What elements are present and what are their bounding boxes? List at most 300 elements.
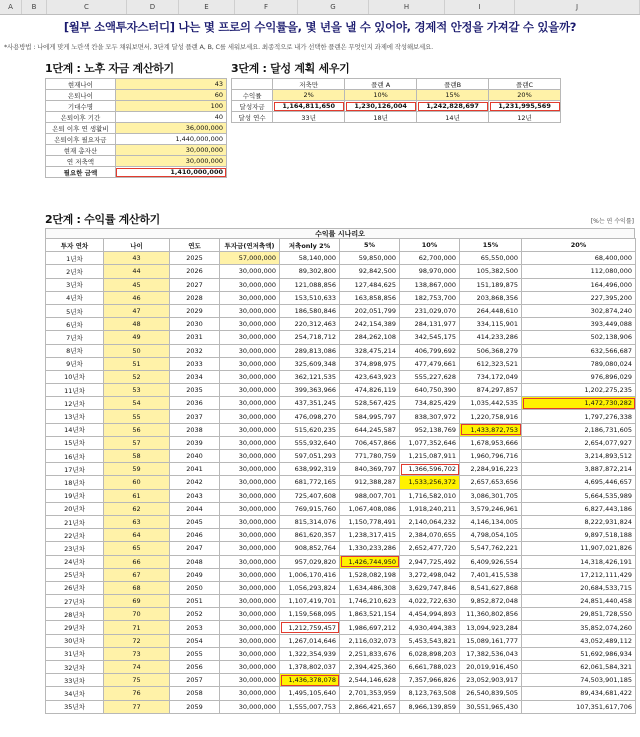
scenario-cell: 2053 xyxy=(170,621,220,634)
scenario-cell: 1,220,758,916 xyxy=(460,410,522,423)
scenario-cell: 838,307,972 xyxy=(400,410,460,423)
scenario-cell: 15,089,161,777 xyxy=(460,634,522,647)
scenario-cell: 2051 xyxy=(170,595,220,608)
scenario-cell: 957,029,820 xyxy=(280,555,340,568)
scenario-cell: 1년차 xyxy=(46,252,104,265)
scenario-row xyxy=(46,608,636,621)
scenario-cell: 24년차 xyxy=(46,555,104,568)
scenario-cell: 58 xyxy=(104,450,170,463)
scenario-cell: 302,874,240 xyxy=(522,304,636,317)
scenario-cell: 706,457,866 xyxy=(340,436,400,449)
scenario-cell: 1,077,352,646 xyxy=(400,436,460,449)
unit-note: [%는 연 수익률] xyxy=(590,218,634,225)
scenario-cell: 6,827,443,186 xyxy=(522,502,636,515)
scenario-cell: 2,251,833,676 xyxy=(340,647,400,660)
scenario-cell: 2028 xyxy=(170,291,220,304)
scenario-cell: 64 xyxy=(104,529,170,542)
scenario-cell: 725,407,608 xyxy=(280,489,340,502)
scenario-cell: 1,678,953,666 xyxy=(460,436,522,449)
scenario-cell: 77 xyxy=(104,700,170,713)
scenario-cell: 393,449,088 xyxy=(522,318,636,331)
scenario-cell: 584,995,797 xyxy=(340,410,400,423)
scenario-cell: 30,000,000 xyxy=(220,370,280,383)
scenario-cell: 908,852,764 xyxy=(280,542,340,555)
scenario-column-header: 연도 xyxy=(170,239,220,252)
scenario-cell: 7년차 xyxy=(46,331,104,344)
scenario-cell: 2057 xyxy=(170,674,220,687)
column-header-j[interactable]: J xyxy=(515,0,640,14)
scenario-cell: 254,718,712 xyxy=(280,331,340,344)
scenario-cell: 2047 xyxy=(170,542,220,555)
scenario-row xyxy=(46,502,636,515)
scenario-cell: 4,022,722,630 xyxy=(400,595,460,608)
scenario-cell: 681,772,165 xyxy=(280,476,340,489)
scenario-cell: 17,212,111,429 xyxy=(522,568,636,581)
scenario-cell: 2038 xyxy=(170,423,220,436)
scenario-cell: 640,750,390 xyxy=(400,384,460,397)
scenario-cell: 423,643,923 xyxy=(340,370,400,383)
scenario-cell: 32년차 xyxy=(46,661,104,674)
scenario-cell: 30,000,000 xyxy=(220,489,280,502)
scenario-cell: 30,000,000 xyxy=(220,291,280,304)
scenario-row xyxy=(46,331,636,344)
scenario-cell: 1,212,759,457 xyxy=(280,621,340,634)
scenario-row xyxy=(46,687,636,700)
scenario-cell: 30,000,000 xyxy=(220,621,280,634)
scenario-cell: 13,094,923,284 xyxy=(460,621,522,634)
column-header-b[interactable]: B xyxy=(22,0,47,14)
scenario-cell: 45 xyxy=(104,278,170,291)
scenario-cell: 11,907,021,826 xyxy=(522,542,636,555)
scenario-cell: 3,629,747,846 xyxy=(400,581,460,594)
scenario-cell: 374,898,975 xyxy=(340,357,400,370)
scenario-cell: 4,146,134,005 xyxy=(460,515,522,528)
scenario-cell: 325,609,348 xyxy=(280,357,340,370)
scenario-cell: 4,798,054,105 xyxy=(460,529,522,542)
scenario-row xyxy=(46,344,636,357)
scenario-cell: 1,067,408,086 xyxy=(340,502,400,515)
column-header-e[interactable]: E xyxy=(179,0,235,14)
step1-value[interactable]: 36,000,000 xyxy=(115,123,226,134)
scenario-cell: 815,314,076 xyxy=(280,515,340,528)
scenario-cell: 62 xyxy=(104,502,170,515)
scenario-cell: 8년차 xyxy=(46,344,104,357)
scenario-cell: 874,297,857 xyxy=(460,384,522,397)
scenario-cell: 1,797,276,338 xyxy=(522,410,636,423)
scenario-cell: 4,930,494,383 xyxy=(400,621,460,634)
plan-value: 33년 xyxy=(273,112,345,123)
scenario-cell: 1,426,744,950 xyxy=(340,555,400,568)
step1-label: 필요한 금액 xyxy=(46,167,116,178)
scenario-cell: 2058 xyxy=(170,687,220,700)
scenario-cell: 51,692,986,934 xyxy=(522,647,636,660)
step1-value[interactable]: 30,000,000 xyxy=(115,145,226,156)
plan-row xyxy=(232,112,561,123)
scenario-cell: 164,496,000 xyxy=(522,278,636,291)
scenario-cell: 11,360,802,856 xyxy=(460,608,522,621)
scenario-cell: 30,000,000 xyxy=(220,410,280,423)
scenario-cell: 44 xyxy=(104,265,170,278)
scenario-row xyxy=(46,357,636,370)
scenario-cell: 328,475,214 xyxy=(340,344,400,357)
scenario-cell: 476,098,270 xyxy=(280,410,340,423)
step1-label: 현재나이 xyxy=(46,79,116,90)
scenario-cell: 72 xyxy=(104,634,170,647)
scenario-cell: 92,842,500 xyxy=(340,265,400,278)
scenario-cell: 976,896,029 xyxy=(522,370,636,383)
plan-value[interactable]: 20% xyxy=(489,90,561,101)
scenario-column-header: 15% xyxy=(460,239,522,252)
scenario-title: 수익률 시나리오 xyxy=(45,228,635,239)
scenario-cell: 49 xyxy=(104,331,170,344)
step1-label: 현재 총자산 xyxy=(46,145,116,156)
scenario-cell: 17,382,536,043 xyxy=(460,647,522,660)
scenario-cell: 3,214,893,512 xyxy=(522,450,636,463)
plan-value: 1,231,995,569 xyxy=(489,101,561,112)
scenario-row xyxy=(46,661,636,674)
plan-row-label: 달성 연수 xyxy=(232,112,273,123)
plan-value: 14년 xyxy=(417,112,489,123)
scenario-cell: 2년차 xyxy=(46,265,104,278)
scenario-cell: 284,131,977 xyxy=(400,318,460,331)
scenario-cell: 65 xyxy=(104,542,170,555)
scenario-row xyxy=(46,634,636,647)
scenario-cell: 2,116,032,073 xyxy=(340,634,400,647)
step1-row xyxy=(46,167,227,178)
scenario-cell: 20,684,533,715 xyxy=(522,581,636,594)
plan-row xyxy=(232,90,561,101)
scenario-cell: 34년차 xyxy=(46,687,104,700)
scenario-cell: 2044 xyxy=(170,502,220,515)
scenario-row xyxy=(46,384,636,397)
step1-label: 은퇴나이 xyxy=(46,90,116,101)
scenario-cell: 18년차 xyxy=(46,476,104,489)
scenario-row xyxy=(46,318,636,331)
scenario-cell: 231,029,070 xyxy=(400,304,460,317)
plan-corner-cell xyxy=(232,79,273,90)
scenario-cell: 1,863,521,154 xyxy=(340,608,400,621)
scenario-column-header: 5% xyxy=(340,239,400,252)
scenario-row xyxy=(46,436,636,449)
scenario-cell[interactable]: 57,000,000 xyxy=(220,252,280,265)
scenario-cell: 3,579,246,961 xyxy=(460,502,522,515)
step1-row xyxy=(46,101,227,112)
scenario-cell: 30,000,000 xyxy=(220,502,280,515)
scenario-cell: 1,746,210,623 xyxy=(340,595,400,608)
scenario-cell: 70 xyxy=(104,608,170,621)
step1-value[interactable]: 43 xyxy=(115,79,226,90)
scenario-row xyxy=(46,370,636,383)
scenario-row xyxy=(46,410,636,423)
scenario-cell: 151,189,875 xyxy=(460,278,522,291)
scenario-cell: 1,918,240,211 xyxy=(400,502,460,515)
scenario-cell: 2039 xyxy=(170,436,220,449)
scenario-cell: 30,000,000 xyxy=(220,555,280,568)
scenario-cell: 2,394,425,360 xyxy=(340,661,400,674)
scenario-row xyxy=(46,581,636,594)
scenario-cell: 2055 xyxy=(170,647,220,660)
scenario-cell: 16년차 xyxy=(46,450,104,463)
step1-label: 은퇴이후 필요자금 xyxy=(46,134,116,145)
scenario-cell: 13년차 xyxy=(46,410,104,423)
scenario-cell[interactable]: 43 xyxy=(104,252,170,265)
scenario-cell: 1,056,293,824 xyxy=(280,581,340,594)
plan-value: 1,242,828,697 xyxy=(417,101,489,112)
scenario-cell: 30,000,000 xyxy=(220,331,280,344)
scenario-cell: 47 xyxy=(104,304,170,317)
plan-value[interactable]: 15% xyxy=(417,90,489,101)
scenario-cell: 638,992,319 xyxy=(280,463,340,476)
scenario-cell: 1,107,419,701 xyxy=(280,595,340,608)
scenario-cell: 2,947,725,492 xyxy=(400,555,460,568)
scenario-cell: 30,000,000 xyxy=(220,304,280,317)
scenario-cell: 48 xyxy=(104,318,170,331)
plan-value: 18년 xyxy=(345,112,417,123)
scenario-cell: 30,000,000 xyxy=(220,595,280,608)
scenario-row xyxy=(46,463,636,476)
scenario-cell: 186,580,846 xyxy=(280,304,340,317)
scenario-cell: 1,378,802,037 xyxy=(280,661,340,674)
scenario-cell: 406,799,692 xyxy=(400,344,460,357)
scenario-cell: 399,363,966 xyxy=(280,384,340,397)
step3-heading: 3단계 : 달성 계획 세우기 xyxy=(231,62,350,75)
spreadsheet-column-headers xyxy=(0,0,640,15)
scenario-cell: 52 xyxy=(104,370,170,383)
scenario-cell: 43,052,489,112 xyxy=(522,634,636,647)
scenario-row xyxy=(46,397,636,410)
scenario-cell: 9,897,518,188 xyxy=(522,529,636,542)
achievement-plan-table xyxy=(231,78,561,123)
scenario-cell: 2025 xyxy=(170,252,220,265)
scenario-column-header: 나이 xyxy=(104,239,170,252)
scenario-cell: 65,550,000 xyxy=(460,252,522,265)
scenario-cell: 89,434,681,422 xyxy=(522,687,636,700)
scenario-cell: 7,357,966,826 xyxy=(400,674,460,687)
scenario-cell: 22년차 xyxy=(46,529,104,542)
scenario-cell: 60 xyxy=(104,476,170,489)
scenario-cell: 30,000,000 xyxy=(220,700,280,713)
scenario-cell: 342,545,175 xyxy=(400,331,460,344)
scenario-cell: 2033 xyxy=(170,357,220,370)
scenario-cell: 2037 xyxy=(170,410,220,423)
scenario-cell: 30,000,000 xyxy=(220,515,280,528)
scenario-cell: 437,351,245 xyxy=(280,397,340,410)
scenario-cell: 2,140,064,232 xyxy=(400,515,460,528)
column-header-g[interactable]: G xyxy=(298,0,369,14)
scenario-cell: 76 xyxy=(104,687,170,700)
scenario-cell: 264,448,610 xyxy=(460,304,522,317)
scenario-cell: 1,322,354,939 xyxy=(280,647,340,660)
step1-row xyxy=(46,134,227,145)
scenario-cell: 5,664,535,989 xyxy=(522,489,636,502)
scenario-cell: 1,006,170,416 xyxy=(280,568,340,581)
scenario-row xyxy=(46,542,636,555)
scenario-row xyxy=(46,450,636,463)
scenario-cell: 62,700,000 xyxy=(400,252,460,265)
scenario-cell: 30,000,000 xyxy=(220,687,280,700)
scenario-column-header: 20% xyxy=(522,239,636,252)
scenario-row xyxy=(46,595,636,608)
scenario-cell: 515,620,235 xyxy=(280,423,340,436)
scenario-cell: 612,323,521 xyxy=(460,357,522,370)
scenario-cell: 1,202,275,235 xyxy=(522,384,636,397)
scenario-cell: 62,061,584,321 xyxy=(522,661,636,674)
scenario-cell: 10년차 xyxy=(46,370,104,383)
scenario-cell: 734,172,049 xyxy=(460,370,522,383)
scenario-cell: 138,867,000 xyxy=(400,278,460,291)
scenario-cell: 2049 xyxy=(170,568,220,581)
scenario-cell: 30,551,965,430 xyxy=(460,700,522,713)
scenario-cell: 1,238,317,415 xyxy=(340,529,400,542)
column-header-c[interactable]: C xyxy=(47,0,127,14)
scenario-cell: 1,495,105,640 xyxy=(280,687,340,700)
scenario-row xyxy=(46,304,636,317)
scenario-cell: 30년차 xyxy=(46,634,104,647)
scenario-column-header: 저축only 2% xyxy=(280,239,340,252)
scenario-cell: 30,000,000 xyxy=(220,661,280,674)
scenario-row xyxy=(46,252,636,265)
scenario-cell: 2027 xyxy=(170,278,220,291)
scenario-cell: 2059 xyxy=(170,700,220,713)
plan-value[interactable]: 2% xyxy=(273,90,345,101)
scenario-cell: 362,121,535 xyxy=(280,370,340,383)
scenario-cell: 71 xyxy=(104,621,170,634)
scenario-cell: 528,567,425 xyxy=(340,397,400,410)
scenario-row xyxy=(46,674,636,687)
scenario-row xyxy=(46,555,636,568)
scenario-cell: 98,970,000 xyxy=(400,265,460,278)
scenario-row xyxy=(46,529,636,542)
scenario-cell: 3,086,301,705 xyxy=(460,489,522,502)
scenario-cell: 861,620,357 xyxy=(280,529,340,542)
scenario-cell: 59 xyxy=(104,463,170,476)
scenario-cell: 2045 xyxy=(170,515,220,528)
scenario-cell: 50 xyxy=(104,344,170,357)
scenario-column-header: 투자 연차 xyxy=(46,239,104,252)
scenario-cell: 242,154,389 xyxy=(340,318,400,331)
scenario-row xyxy=(46,265,636,278)
scenario-cell: 68,400,000 xyxy=(522,252,636,265)
scenario-cell: 289,813,086 xyxy=(280,344,340,357)
plan-row-label: 달성자금 xyxy=(232,101,273,112)
scenario-cell: 5년차 xyxy=(46,304,104,317)
scenario-cell: 31년차 xyxy=(46,647,104,660)
scenario-cell: 2,657,653,656 xyxy=(460,476,522,489)
scenario-cell: 14년차 xyxy=(46,423,104,436)
scenario-row xyxy=(46,489,636,502)
scenario-cell: 20,019,916,450 xyxy=(460,661,522,674)
usage-note: *사용방법 : 나에게 맞게 노란색 칸을 모두 채워보면서, 3단계 달성 플랜 A, B, C를 세워보세요. 최종적으로 내가 선택한 플랜은 무엇인지 과제에 작성해보세요. xyxy=(4,43,434,51)
scenario-cell: 1,716,582,010 xyxy=(400,489,460,502)
scenario-cell: 1,267,014,646 xyxy=(280,634,340,647)
step1-row xyxy=(46,79,227,90)
step1-value[interactable]: 60 xyxy=(115,90,226,101)
scenario-cell: 284,262,108 xyxy=(340,331,400,344)
scenario-row xyxy=(46,515,636,528)
scenario-cell: 30,000,000 xyxy=(220,423,280,436)
step1-label: 은퇴 이후 연 생활비 xyxy=(46,123,116,134)
scenario-cell: 7,401,415,538 xyxy=(460,568,522,581)
scenario-cell: 121,088,856 xyxy=(280,278,340,291)
scenario-cell: 28년차 xyxy=(46,608,104,621)
scenario-cell: 502,138,906 xyxy=(522,331,636,344)
scenario-cell: 2042 xyxy=(170,476,220,489)
scenario-cell: 30,000,000 xyxy=(220,344,280,357)
scenario-cell: 4,454,994,893 xyxy=(400,608,460,621)
scenario-cell: 30,000,000 xyxy=(220,542,280,555)
scenario-cell: 12년차 xyxy=(46,397,104,410)
scenario-cell: 112,080,000 xyxy=(522,265,636,278)
scenario-cell: 2031 xyxy=(170,331,220,344)
step1-value[interactable]: 30,000,000 xyxy=(115,156,226,167)
scenario-cell: 3,887,872,214 xyxy=(522,463,636,476)
scenario-cell: 2,866,421,657 xyxy=(340,700,400,713)
scenario-cell: 2,652,477,720 xyxy=(400,542,460,555)
scenario-cell: 74 xyxy=(104,661,170,674)
scenario-cell: 23년차 xyxy=(46,542,104,555)
scenario-cell: 988,007,701 xyxy=(340,489,400,502)
scenario-cell: 4,695,446,657 xyxy=(522,476,636,489)
scenario-cell: 334,115,901 xyxy=(460,318,522,331)
column-header-d[interactable]: D xyxy=(127,0,179,14)
scenario-cell: 30,000,000 xyxy=(220,278,280,291)
scenario-cell: 51 xyxy=(104,357,170,370)
step2-heading: 2단계 : 수익률 계산하기 xyxy=(45,213,160,226)
scenario-cell: 2026 xyxy=(170,265,220,278)
scenario-cell: 220,312,463 xyxy=(280,318,340,331)
step1-value: 1,440,000,000 xyxy=(115,134,226,145)
scenario-cell: 1,159,568,095 xyxy=(280,608,340,621)
scenario-cell: 2,654,077,927 xyxy=(522,436,636,449)
scenario-cell: 30,000,000 xyxy=(220,450,280,463)
scenario-cell: 2054 xyxy=(170,634,220,647)
scenario-header-row xyxy=(46,239,636,252)
scenario-cell: 227,395,200 xyxy=(522,291,636,304)
scenario-cell: 1,555,007,753 xyxy=(280,700,340,713)
column-header-f[interactable]: F xyxy=(235,0,298,14)
scenario-cell: 30,000,000 xyxy=(220,436,280,449)
scenario-cell: 555,227,628 xyxy=(400,370,460,383)
column-header-h[interactable]: H xyxy=(369,0,445,14)
column-header-i[interactable]: I xyxy=(445,0,515,14)
scenario-cell: 105,382,500 xyxy=(460,265,522,278)
scenario-cell: 15년차 xyxy=(46,436,104,449)
plan-value[interactable]: 10% xyxy=(345,90,417,101)
scenario-cell: 8,541,627,868 xyxy=(460,581,522,594)
scenario-cell: 632,566,687 xyxy=(522,344,636,357)
scenario-cell: 202,051,799 xyxy=(340,304,400,317)
column-header-a[interactable]: A xyxy=(0,0,22,14)
step1-value[interactable]: 100 xyxy=(115,101,226,112)
scenario-cell: 107,351,617,706 xyxy=(522,700,636,713)
scenario-cell: 789,080,024 xyxy=(522,357,636,370)
step1-value: 40 xyxy=(115,112,226,123)
plan-name: 플랜B xyxy=(417,79,489,90)
scenario-cell: 1,472,730,282 xyxy=(522,397,636,410)
scenario-cell: 2,384,070,655 xyxy=(400,529,460,542)
scenario-cell: 58,140,000 xyxy=(280,252,340,265)
scenario-cell: 30,000,000 xyxy=(220,529,280,542)
scenario-cell: 555,932,640 xyxy=(280,436,340,449)
scenario-cell: 2041 xyxy=(170,463,220,476)
return-scenario-table xyxy=(45,238,636,714)
scenario-cell: 54 xyxy=(104,397,170,410)
step1-value: 1,410,000,000 xyxy=(115,167,226,178)
scenario-cell: 3년차 xyxy=(46,278,104,291)
plan-name: 저축만 xyxy=(273,79,345,90)
scenario-cell: 1,634,486,308 xyxy=(340,581,400,594)
scenario-cell: 952,138,769 xyxy=(400,423,460,436)
